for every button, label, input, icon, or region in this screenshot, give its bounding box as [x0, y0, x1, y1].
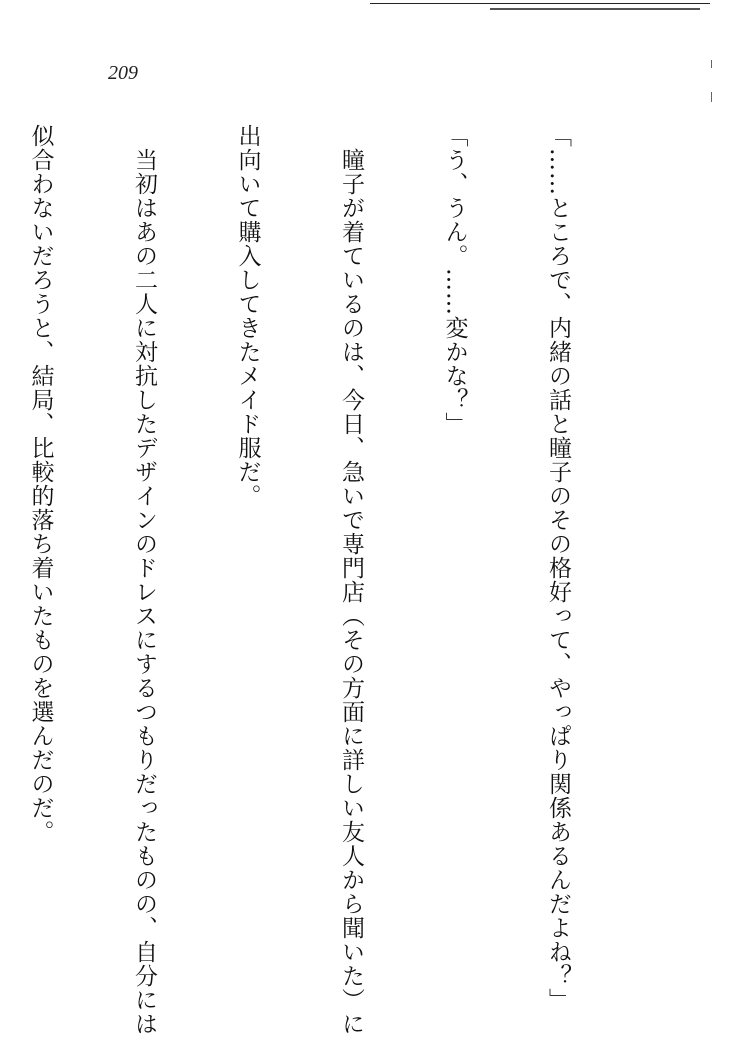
text-line: 瞳子が着ているのは、今日、急いで専門店（その方面に詳しい友人から聞いた）に — [338, 124, 364, 1036]
top-rule-secondary — [490, 8, 700, 10]
text-line: 「う、うん。……変かな？」 — [441, 124, 468, 436]
text-line: 「……ところで、内緒の話と瞳子のその格好って、やっぱり関係あるんだよね？」 — [545, 124, 571, 1012]
text-line: 似合わないだろうと、結局、比較的落ち着いたものを選んだのだ。 — [27, 124, 54, 844]
text-line: 当初はあの二人に対抗したデザインのドレスにするつもりだったものの、自分には — [131, 124, 157, 1036]
page-number: 209 — [108, 62, 138, 84]
edge-mark — [711, 60, 712, 68]
edge-mark — [711, 92, 712, 102]
novel-text-body — [0, 124, 644, 1036]
top-rule — [370, 3, 710, 4]
text-line: 出向いて購入してきたメイド服だ。 — [234, 124, 261, 508]
